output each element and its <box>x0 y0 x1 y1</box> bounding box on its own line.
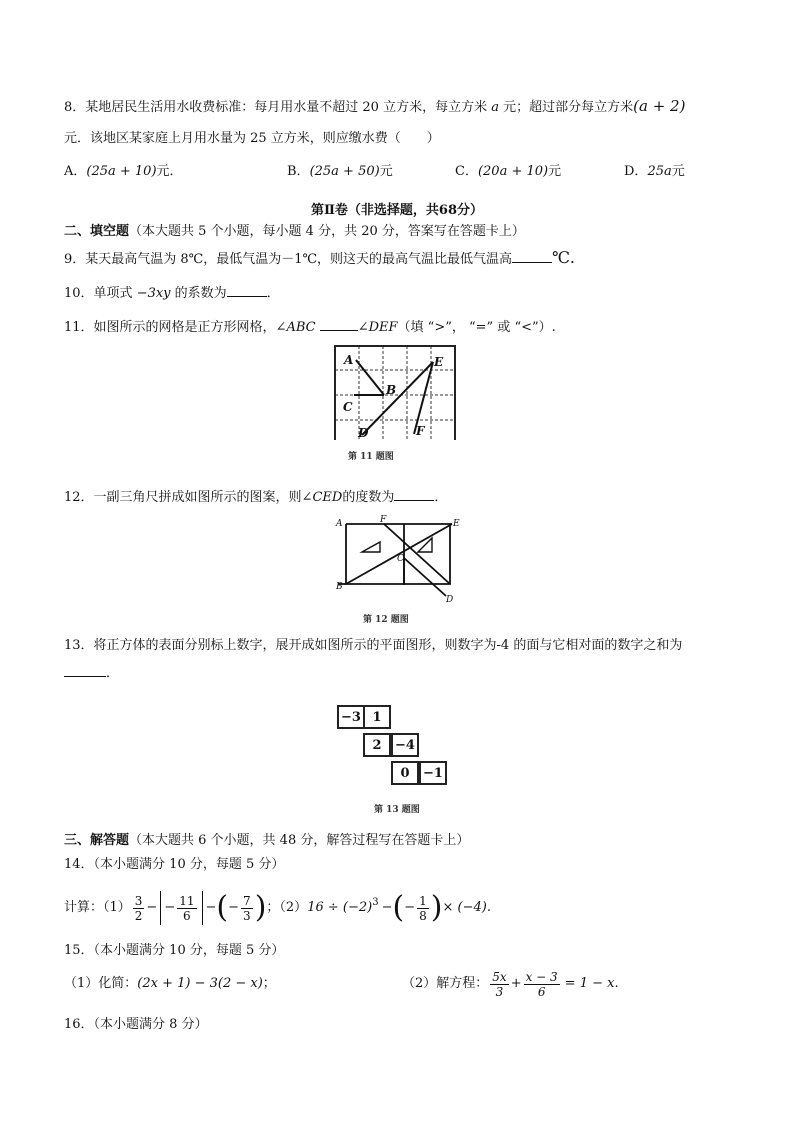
q15-header: 15．（本小题满分 10 分，每题 5 分） <box>64 943 285 958</box>
q14-expressions: 计算：（1） $\frac{3}{2}$ − − $\frac{11}{6}$ − ( − $\frac{7}{3}$ ) ；（2） 16 ÷ (−2) $^3$ − ( − $\frac{1}{8}$ ) × (−4) . <box>64 890 491 925</box>
q8-option-d[interactable]: D．25a元 <box>624 164 685 179</box>
q10: 10．单项式 −3xy 的系数为 ． <box>64 282 280 303</box>
q12-point-f: F <box>380 515 387 525</box>
net-cell: −1 <box>419 761 447 785</box>
q12-point-d: D <box>446 595 454 605</box>
q12-point-c: C <box>397 554 404 564</box>
q9: 9．某天最高气温为 8℃，最低气温为－1℃，则这天的最高气温比最低气温高 ℃. <box>64 248 576 267</box>
q13-line2: ． <box>64 662 119 683</box>
q8-option-b[interactable]: B．(25a + 50)元 <box>287 164 393 179</box>
q11-point-b: B <box>386 383 397 397</box>
q8-text-mid: 元；超过部分每立方米 <box>498 100 634 115</box>
q12-point-e: E <box>453 519 460 529</box>
q11-point-e: E <box>434 355 444 369</box>
q11-caption: 第 11 题图 <box>348 452 394 462</box>
net-cell: −4 <box>391 733 419 757</box>
net-cell: 0 <box>391 761 419 785</box>
q13-cube-net <box>329 695 469 795</box>
net-cell: −3 <box>337 705 365 729</box>
q12-triangles-figure <box>334 512 464 607</box>
net-cell: 2 <box>363 733 391 757</box>
q9-answer-blank[interactable] <box>512 248 552 263</box>
q8-option-a[interactable]: A．(25a + 10)元． <box>64 164 183 179</box>
q8-option-c[interactable]: C．(20a + 10)元 <box>455 164 562 179</box>
q11-point-d: D <box>358 426 369 440</box>
q11-grid-figure <box>330 340 460 440</box>
abs-bar-left <box>160 891 161 925</box>
q13-answer-blank[interactable] <box>64 662 106 677</box>
q15-frac-5x-3: $\frac{5x}{3}$ <box>492 969 507 999</box>
section3-heading: 三、解答题（本大题共 6 个小题，共 48 分，解答过程写在答题卡上） <box>64 833 470 848</box>
q13-line1: 13．将正方体的表面分别标上数字，展开成如图所示的平面图形，则数字为-4 的面与它相对面的数字之和为 <box>64 638 683 653</box>
abs-bar-right <box>202 891 203 925</box>
q14-frac-7-3: $\frac{7}{3}$ <box>243 893 251 923</box>
q16-header: 16．（本小题满分 8 分） <box>64 1017 208 1032</box>
q14-frac-1-8: $\frac{1}{8}$ <box>419 893 427 923</box>
q12-caption: 第 12 题图 <box>363 615 409 625</box>
section2-title: 第Ⅱ卷（非选择题，共68分） <box>310 203 484 218</box>
q14-frac-11-6: $\frac{11}{6}$ <box>179 893 195 923</box>
q15-part1: （1）化简：(2x + 1) − 3(2 − x)； <box>64 976 276 991</box>
q11: 11．如图所示的网格是正方形网格，∠ABC ∠DEF（填 “>”， “=” 或 “<”）. <box>64 316 556 337</box>
q15-frac-x3-6: $\frac{x - 3}{6}$ <box>525 969 558 999</box>
q12: 12．一副三角尺拼成如图所示的图案，则∠CED的度数为 ． <box>64 486 447 507</box>
q14-frac-3-2: $\frac{3}{2}$ <box>134 893 143 923</box>
q8-line1 <box>64 97 685 117</box>
q11-point-f: F <box>416 424 425 438</box>
q11-point-a: A <box>344 353 354 367</box>
q13-caption: 第 13 题图 <box>374 805 420 815</box>
q8-price-expr: (a + 2) <box>633 97 686 115</box>
q12-point-a: A <box>336 519 343 529</box>
section2-heading: 二、填空题（本大题共 5 个小题，每小题 4 分，共 20 分，答案写在答题卡上） <box>64 224 525 239</box>
q8-var-a: a <box>491 100 499 115</box>
q8-line2: 元．该地区某家庭上月用水量为 25 立方米，则应缴水费（ ） <box>64 131 440 146</box>
q12-answer-blank[interactable] <box>394 486 434 501</box>
q8-text: 8．某地居民生活用水收费标准：每月用水量不超过 20 立方米，每立方米 <box>64 100 492 115</box>
q11-answer-blank[interactable] <box>320 316 358 331</box>
q10-answer-blank[interactable] <box>227 282 267 297</box>
net-cell: 1 <box>363 705 391 729</box>
q14-header: 14．（本小题满分 10 分，每题 5 分） <box>64 857 285 872</box>
q11-point-c: C <box>343 400 353 414</box>
q15-part2: （2）解方程： $\frac{5x}{3}$ + $\frac{x - 3}{6}$ = 1 − x . <box>402 969 619 999</box>
q12-point-b: B <box>336 582 343 592</box>
